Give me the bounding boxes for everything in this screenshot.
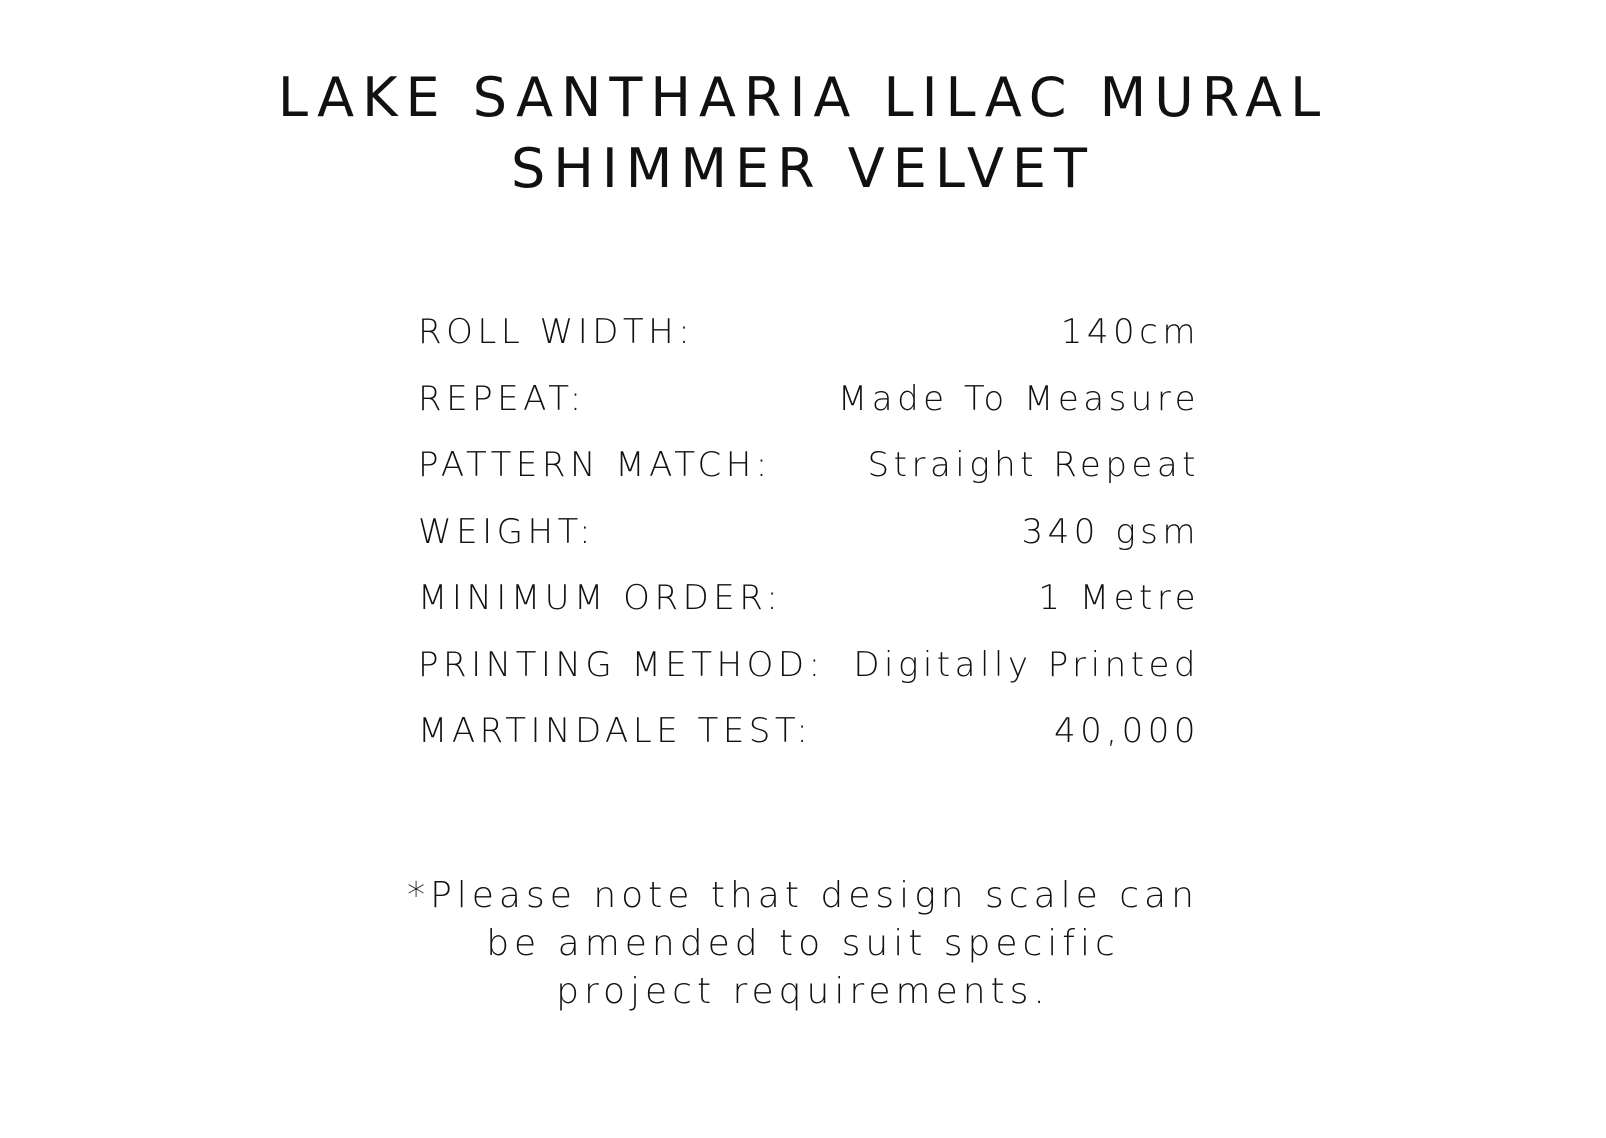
spec-row-pattern-match bbox=[418, 445, 1200, 512]
spec-table bbox=[418, 312, 1200, 778]
spec-row-martindale-test bbox=[418, 711, 1200, 778]
spec-value: 140cm bbox=[1060, 312, 1200, 352]
design-scale-note bbox=[0, 872, 1606, 1016]
note-line-1: *Please note that design scale can bbox=[407, 875, 1199, 916]
spec-label: ROLL WIDTH: bbox=[418, 312, 695, 352]
spec-row-printing-method bbox=[418, 645, 1200, 712]
spec-label: PATTERN MATCH: bbox=[418, 445, 772, 485]
spec-value: 1 Metre bbox=[1038, 578, 1200, 618]
spec-label: MINIMUM ORDER: bbox=[418, 578, 783, 618]
spec-value: 340 gsm bbox=[1021, 511, 1200, 552]
spec-label: WEIGHT: bbox=[418, 511, 596, 552]
product-title bbox=[0, 62, 1606, 204]
spec-row-minimum-order bbox=[418, 578, 1200, 645]
product-title-line-2: SHIMMER VELVET bbox=[510, 137, 1096, 200]
spec-label: REPEAT: bbox=[418, 378, 586, 419]
spec-row-weight bbox=[418, 512, 1200, 579]
spec-value: Digitally Printed bbox=[853, 644, 1200, 685]
spec-label: PRINTING METHOD: bbox=[418, 644, 825, 685]
spec-label: MARTINDALE TEST: bbox=[418, 711, 813, 751]
note-line-2: be amended to suit specific bbox=[486, 923, 1120, 964]
spec-value: Straight Repeat bbox=[867, 445, 1200, 485]
note-line-3: project requirements. bbox=[556, 971, 1050, 1012]
spec-row-roll-width bbox=[418, 312, 1200, 379]
spec-value: 40,000 bbox=[1054, 711, 1200, 751]
spec-row-repeat bbox=[418, 379, 1200, 446]
product-title-line-1: LAKE SANTHARIA LILAC MURAL bbox=[277, 66, 1329, 129]
spec-value: Made To Measure bbox=[837, 378, 1200, 419]
